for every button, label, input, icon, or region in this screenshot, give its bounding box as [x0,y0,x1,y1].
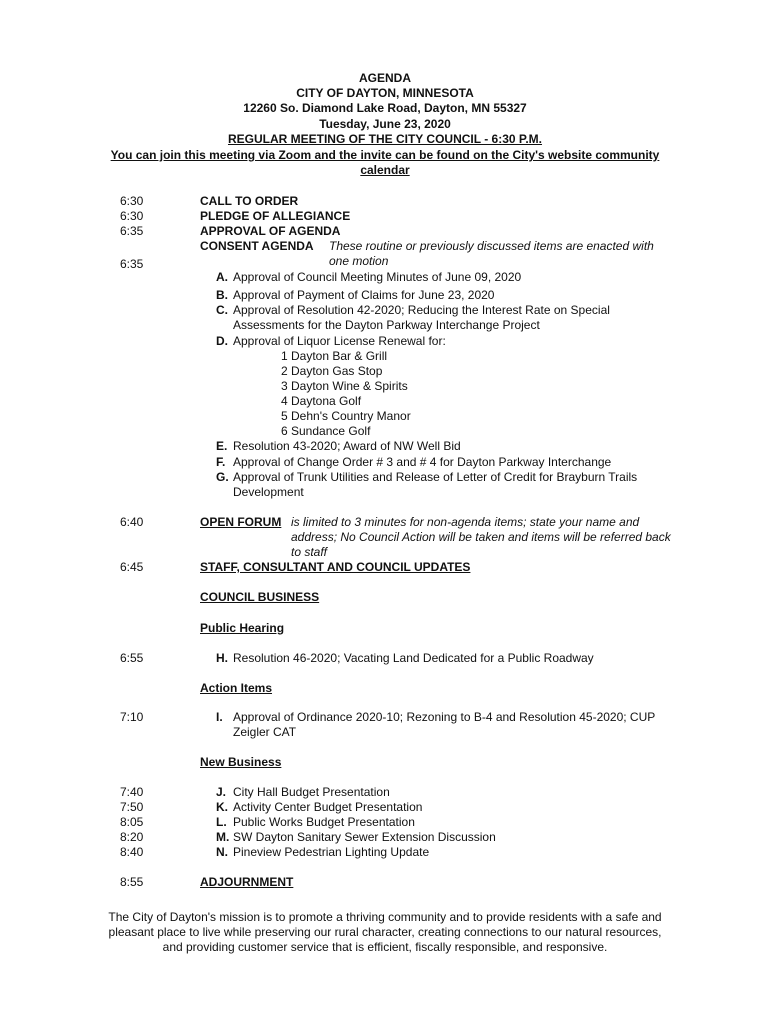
liquor-license-1: 1 Dayton Bar & Grill [281,349,388,363]
time-pledge: 6:30 [120,209,144,223]
item-i-text-line2: Zeigler CAT [233,725,297,739]
item-j-text: City Hall Budget Presentation [233,785,390,799]
time-action-item: 7:10 [120,710,144,724]
item-c-text-line2: Assessments for the Dayton Parkway Interchange Project [233,318,540,332]
item-f-text: Approval of Change Order # 3 and # 4 for Dayton Parkway Interchange [233,455,612,469]
agenda-title: AGENDA [358,71,411,85]
item-d-text: Approval of Liquor License Renewal for: [233,334,446,348]
call-to-order: CALL TO ORDER [200,194,299,208]
item-m-text: SW Dayton Sanitary Sewer Extension Discussion [233,830,496,844]
time-public-hearing: 6:55 [120,651,144,665]
item-g-text-line2: Development [233,485,304,499]
item-letter-f: F. [216,455,226,469]
time-item-j: 7:40 [120,785,144,799]
open-forum-heading: OPEN FORUM [200,515,282,529]
time-call-to-order: 6:30 [120,194,144,208]
city-address: 12260 So. Diamond Lake Road, Dayton, MN 55327 [243,101,527,115]
item-n-text: Pineview Pedestrian Lighting Update [233,845,430,859]
item-letter-k: K. [216,800,228,814]
item-letter-i: I. [216,710,223,724]
item-letter-g: G. [216,470,229,484]
mission-line2: pleasant place to live while preserving our rural character, creating connections to our natural resources, [108,925,662,939]
item-a-text: Approval of Council Meeting Minutes of June 09, 2020 [233,270,522,284]
action-items-heading: Action Items [200,681,273,695]
meeting-title: REGULAR MEETING OF THE CITY COUNCIL - 6:30 P.M. [227,132,543,146]
item-l-text: Public Works Budget Presentation [233,815,415,829]
item-letter-e: E. [216,439,228,453]
liquor-license-4: 4 Daytona Golf [281,394,362,408]
item-letter-n: N. [216,845,228,859]
item-g-text-line1: Approval of Trunk Utilities and Release of Letter of Credit for Brayburn Trails [233,470,638,484]
consent-note-line1: These routine or previously discussed items are enacted with [329,239,654,253]
open-forum-note-line1: is limited to 3 minutes for non-agenda items; state your name and [291,515,640,529]
meeting-date: Tuesday, June 23, 2020 [319,117,451,131]
zoom-notice-line1: You can join this meeting via Zoom and the invite can be found on the City's website community [110,148,660,162]
item-i-text-line1: Approval of Ordinance 2020-10; Rezoning to B-4 and Resolution 45-2020; CUP [233,710,656,724]
item-letter-b: B. [216,288,228,302]
time-item-m: 8:20 [120,830,144,844]
time-adjournment: 8:55 [120,875,144,889]
pledge-of-allegiance: PLEDGE OF ALLEGIANCE [200,209,351,223]
item-c-text-line1: Approval of Resolution 42-2020; Reducing the Interest Rate on Special [233,303,610,317]
consent-note-line2: one motion [329,254,389,268]
item-letter-l: L. [216,815,227,829]
item-letter-m: M. [216,830,230,844]
consent-agenda-heading: CONSENT AGENDA [200,239,314,253]
mission-line1: The City of Dayton's mission is to promote a thriving community and to provide residents with a safe and [108,910,662,924]
time-item-n: 8:40 [120,845,144,859]
item-k-text: Activity Center Budget Presentation [233,800,423,814]
staff-updates-heading: STAFF, CONSULTANT AND COUNCIL UPDATES [200,560,471,574]
item-letter-h: H. [216,651,228,665]
time-approval-agenda: 6:35 [120,224,144,238]
time-staff-updates: 6:45 [120,560,144,574]
time-item-l: 8:05 [120,815,144,829]
council-business-heading: COUNCIL BUSINESS [200,590,320,604]
item-letter-j: J. [216,785,227,799]
open-forum-note-line2: address; No Council Action will be taken and items will be referred back [291,530,671,544]
time-open-forum: 6:40 [120,515,144,529]
city-name: CITY OF DAYTON, MINNESOTA [296,86,474,100]
new-business-heading: New Business [200,755,282,769]
item-b-text: Approval of Payment of Claims for June 23, 2020 [233,288,495,302]
liquor-license-3: 3 Dayton Wine & Spirits [281,379,408,393]
liquor-license-6: 6 Sundance Golf [281,424,371,438]
time-consent: 6:35 [120,257,144,271]
zoom-notice-line2: calendar [360,163,410,177]
approval-of-agenda: APPROVAL OF AGENDA [200,224,341,238]
item-e-text: Resolution 43-2020; Award of NW Well Bid [233,439,461,453]
public-hearing-heading: Public Hearing [200,621,285,635]
item-letter-d: D. [216,334,228,348]
open-forum-note-line3: to staff [291,545,328,559]
liquor-license-5: 5 Dehn's Country Manor [281,409,411,423]
time-item-k: 7:50 [120,800,144,814]
mission-line3: and providing customer service that is efficient, fiscally responsible, and responsive. [162,940,608,954]
item-letter-a: A. [216,270,228,284]
item-letter-c: C. [216,303,228,317]
item-h-text: Resolution 46-2020; Vacating Land Dedicated for a Public Roadway [233,651,594,665]
adjournment-heading: ADJOURNMENT [200,875,294,889]
liquor-license-2: 2 Dayton Gas Stop [281,364,383,378]
